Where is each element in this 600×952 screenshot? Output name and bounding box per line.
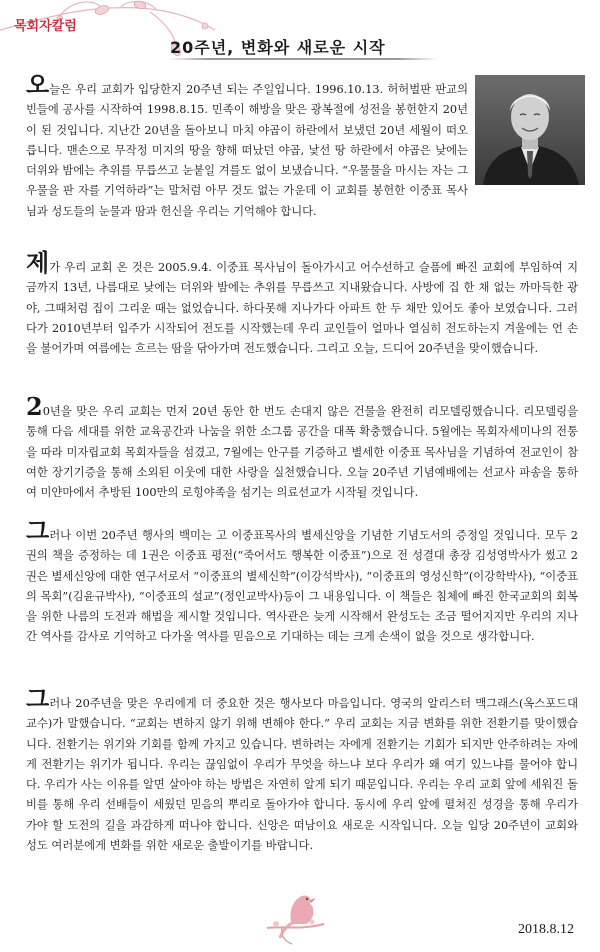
paragraph-text: 0년을 맞은 우리 교회는 먼저 20년 동안 한 번도 손대지 않은 건물을 완전히 리모델링했습니다. 리모델링을 통해 다음 세대를 위한 교육공간과 나눔을 위한 소그룹 공간을 대폭 확충했습니다. 5월에는 목회자세미나의 전통을 따라 미자립교회 목회자들을 섬겼고, 7월에는 안구를 기증하고 별세한 이중표 목사님을 기념하여 전교인이 참여한 장기기증을 통해 소외된 이웃에 대한 사랑을 실천했습니다. 오늘 20주년 기념예배에는 선교사 파송을 통하여 미얀마에서 추방된 100만의 로힝야족을 섬기는 의료선교가 시작될 것입니다. <box>26 405 578 500</box>
paragraph-text: 가 우리 교회 온 것은 2005.9.4. 이중표 목사님이 돌아가시고 어수선하고 슬픔에 빠진 교회에 부임하여 지금까지 13년, 나름대로 낮에는 더위와 밤에는 추위를 무릅쓰고 지내왔습니다. 사방에 집 한 채 없는 까마득한 광야, 그때처럼 집이 그리운 때는 없었습니다. 하다못해 지나가다 아파트 한 두 채만 있어도 좋아 보였습니다. 그러다가 2010년부터 입주가 시작되어 전도를 시작했는데 우리 교인들이 얼마나 열심히 전도하는지 겨울에는 언 손을 불어가며 여름에는 흐르는 땀을 닦아가며 전도했습니다. 그리고 오늘, 드디어 20주년을 맞이했습니다. <box>26 261 578 356</box>
dropcap: 그 <box>26 684 50 713</box>
paragraph-1 <box>26 70 468 222</box>
paragraph-4 <box>26 516 578 648</box>
dropcap: 오 <box>26 70 50 99</box>
title-underline <box>168 58 438 60</box>
paragraph-text: 늘은 우리 교회가 입당한지 20주년 되는 주일입니다. 1996.10.13. 허허벌판 판교의 빈들에 공사를 시작하여 1998.8.15. 민족이 해방을 맞은 광복절에 성전을 봉헌한지 20년이 된 것입니다. 지난간 20년을 돌아보니 마치 야곱이 하란에서 보냈던 20년 세월이 떠오릅니다. 맨손으로 무작정 미지의 땅을 향해 떠났던 야곱, 낯선 땅 하란에서 야곱은 낮에는 더위와 밤에는 추위를 무릅쓰고 눈붙일 겨를도 없이 보냈습니다. “우물물을 마시는 자는 그 우물을 판 자를 기억하라”는 말처럼 아무 것도 없는 가운데 이 교회를 봉헌한 이중표 목사님과 성도들의 눈물과 땀과 헌신을 우리는 기억해야 합니다. <box>26 83 468 218</box>
dropcap: 제 <box>26 248 50 277</box>
dropcap: 2 <box>26 392 43 421</box>
bird-branch-decoration <box>262 878 332 948</box>
paragraph-3 <box>26 392 578 503</box>
pastor-portrait-photo <box>475 75 585 185</box>
column-tag: 목회자칼럼 <box>14 19 77 34</box>
date: 2018.8.12 <box>518 922 574 937</box>
dropcap: 그 <box>26 516 50 545</box>
paragraph-text: 러나 이번 20주년 행사의 백미는 고 이중표목사의 별세신앙을 기념한 기념도서의 증정일 것입니다. 모두 2권의 책을 증정하는 데 1권은 이중표 평전(“죽어서도 행복한 이중표”)으로 전 성결대 총장 김성영박사가 썼고 2권은 별세신앙에 대한 연구서로서 “이중표의 별세신학”(이강석박사), “이중표의 영성신학”(이강학박사), “이중표의 목회”(김윤규박사), “이중표의 설교”(정인교박사)등이 그 내용입니다. 이 책들은 침체에 빠진 한국교회의 회복을 위한 나름의 도전과 해법을 제시할 것입니다. 역사관은 늦게 시작해서 완성도는 조금 떨어지지만 우리의 지나간 역사를 감사로 기억하고 다가올 역사를 믿음으로 기대하는 데는 크게 손색이 없을 것으로 생각합니다. <box>26 529 578 644</box>
page-title: 20주년, 변화와 새로운 시작 <box>170 38 386 57</box>
paragraph-text: 러나 20주년을 맞은 우리에게 더 중요한 것은 행사보다 마음입니다. 영국의 알리스터 맥그래스(옥스포드대 교수)가 말했습니다. “교회는 변하지 않기 위해 변해야 한다.” 우리 교회는 지금 변화를 위한 전환기를 맞이했습니다. 전환기는 위기와 기회를 함께 가지고 있습니다. 변하려는 자에게 전환기는 기회가 되지만 안주하려는 자에게 전환기는 위기가 됩니다. 우리는 끊임없이 우리가 무엇을 하느냐 보다 우리가 왜 여기 있느냐를 물어야 합니다. 우리가 사는 이유를 알면 살아야 하는 방법은 자연히 알게 되기 때문입니다. 우리는 우리 교회 앞에 세워진 돌비를 통해 우리 선배들이 세웠던 믿음의 뿌리로 돌아가야 합니다. 동시에 우리 앞에 펼쳐진 성경을 통해 우리가 가야 할 도전의 길을 과감하게 떠나야 합니다. 신앙은 떠남이요 새로운 시작입니다. 오늘 입당 20주년이 교회와 성도 여러분에게 변화를 위한 새로운 출발이기를 바랍니다. <box>26 697 578 853</box>
paragraph-5 <box>26 684 578 856</box>
paragraph-2 <box>26 248 578 359</box>
